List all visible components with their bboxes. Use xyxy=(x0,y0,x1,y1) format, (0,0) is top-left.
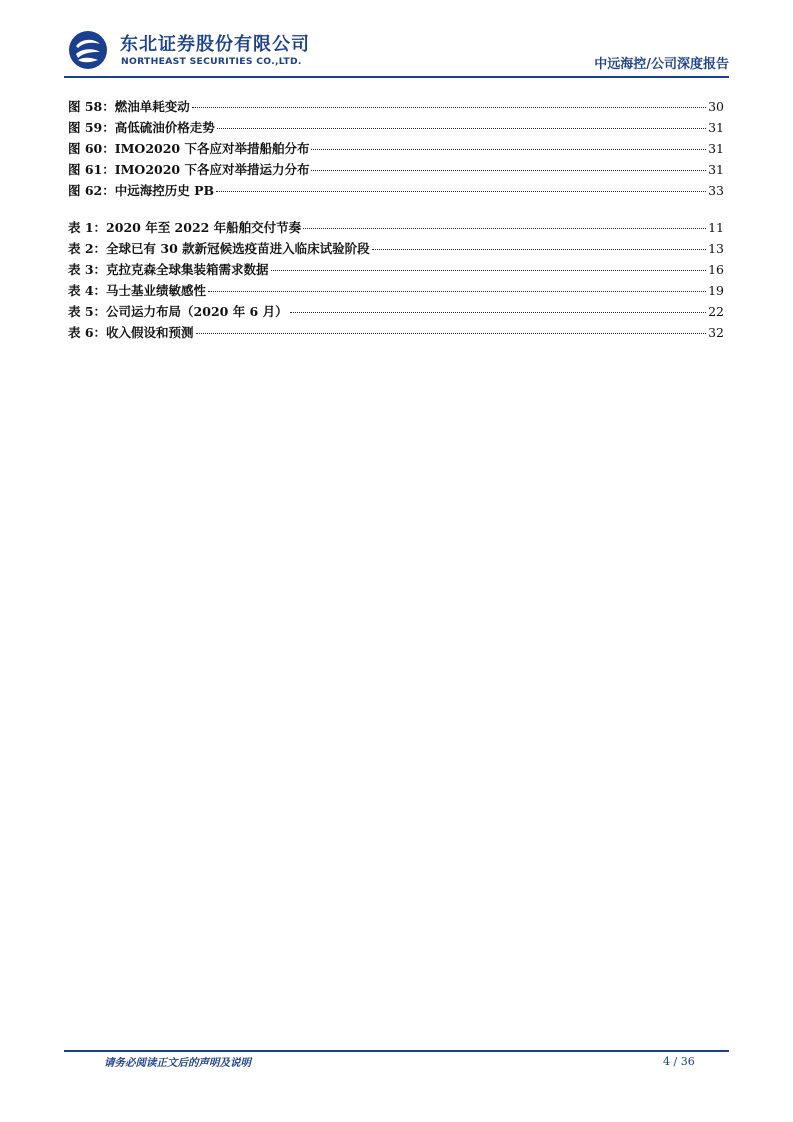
dot-leader xyxy=(196,332,707,334)
toc-label: 表 6：收入假设和预测 xyxy=(68,325,194,340)
toc-page: 19 xyxy=(708,283,724,298)
dot-leader xyxy=(216,190,706,192)
toc-entry[interactable] xyxy=(68,139,724,160)
dot-leader xyxy=(290,311,707,313)
page-number: 4 / 36 xyxy=(663,1055,695,1068)
figure-index xyxy=(68,97,724,202)
company-name-cn: 东北证券股份有限公司 xyxy=(120,34,310,55)
footer-disclaimer: 请务必阅读正文后的声明及说明 xyxy=(104,1057,251,1069)
page-header xyxy=(64,24,729,78)
dot-leader xyxy=(192,106,706,108)
toc-page: 22 xyxy=(708,304,724,319)
toc-label: 表 4：马士基业绩敏感性 xyxy=(68,283,207,298)
dot-leader xyxy=(311,169,706,171)
dot-leader xyxy=(217,127,706,129)
toc-label: 表 2：全球已有 30 款新冠候选疫苗进入临床试验阶段 xyxy=(68,241,370,256)
toc-entry[interactable] xyxy=(68,181,724,202)
toc-label: 表 3：克拉克森全球集装箱需求数据 xyxy=(68,262,269,277)
toc-label: 表 5：公司运力布局（2020 年 6 月） xyxy=(68,304,288,319)
report-tag: 中远海控/公司深度报告 xyxy=(594,57,729,72)
toc-entry[interactable] xyxy=(68,260,724,281)
toc-entry[interactable] xyxy=(68,323,724,344)
toc-entry[interactable] xyxy=(68,160,724,181)
footer-divider xyxy=(64,1050,729,1052)
toc-entry[interactable] xyxy=(68,118,724,139)
toc-page: 11 xyxy=(708,220,724,235)
toc-entry[interactable] xyxy=(68,218,724,239)
toc-label: 图 58：燃油单耗变动 xyxy=(68,99,190,114)
toc-page: 33 xyxy=(708,183,724,198)
toc-page: 31 xyxy=(708,120,724,135)
toc-page: 13 xyxy=(708,241,724,256)
toc-entry[interactable] xyxy=(68,302,724,323)
header-divider xyxy=(64,76,729,78)
dot-leader xyxy=(311,148,706,150)
toc-entry[interactable] xyxy=(68,97,724,118)
toc-label: 图 61：IMO2020 下各应对举措运力分布 xyxy=(68,162,310,177)
northeast-securities-logo-icon xyxy=(68,30,108,70)
toc-label: 图 59：高低硫油价格走势 xyxy=(68,120,215,135)
toc-page: 31 xyxy=(708,141,724,156)
table-index xyxy=(68,218,724,344)
dot-leader xyxy=(303,227,706,229)
dot-leader xyxy=(372,248,706,250)
toc-page: 32 xyxy=(708,325,724,340)
toc-page: 16 xyxy=(708,262,724,277)
toc-label: 表 1：2020 年至 2022 年船舶交付节奏 xyxy=(68,220,302,235)
toc-entry[interactable] xyxy=(68,281,724,302)
toc-label: 图 60：IMO2020 下各应对举措船舶分布 xyxy=(68,141,310,156)
toc-label: 图 62：中远海控历史 PB xyxy=(68,183,215,198)
dot-leader xyxy=(208,290,706,292)
toc-page: 30 xyxy=(708,99,724,114)
dot-leader xyxy=(271,269,707,271)
toc-entry[interactable] xyxy=(68,239,724,260)
company-name-en: NORTHEAST SECURITIES CO.,LTD. xyxy=(121,56,302,67)
toc-page: 31 xyxy=(708,162,724,177)
